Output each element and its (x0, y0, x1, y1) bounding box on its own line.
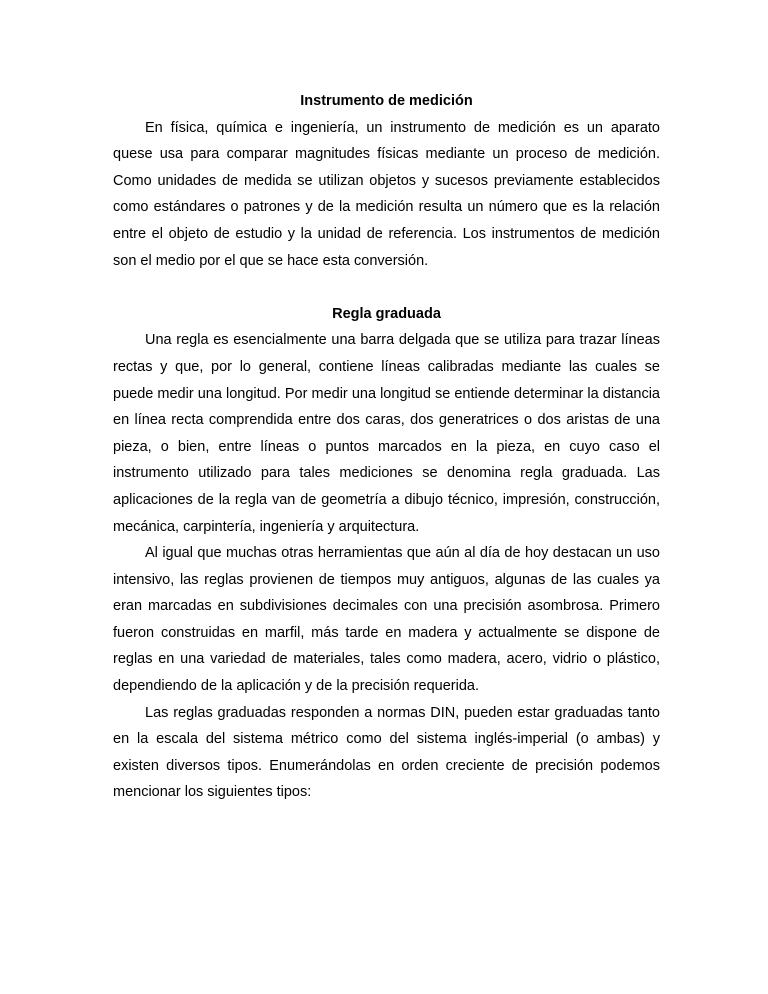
document-title: Instrumento de medición (300, 93, 473, 109)
body-paragraph: Al igual que muchas otras herramientas que aún al día de hoy destacan un uso intensivo, las reglas provienen de tiempos muy antiguos, algunas de las cuales ya eran marcadas en subdivisiones decimales con una precisión asombrosa. Primero fueron construidas en marfil, más tarde en madera y actualmente se dispone de reglas en una variedad de materiales, tales como madera, acero, vidrio o plástico, dependiendo de la aplicación y de la precisión requerida. (113, 545, 660, 695)
intro-paragraph: En física, química e ingeniería, un instrumento de medición es un aparato quese usa para comparar magnitudes físicas mediante un proceso de medición. Como unidades de medida se utilizan objetos y sucesos previamente establecidos como estándares o patrones y de la medición resulta un número que es la relación entre el objeto de estudio y la unidad de referencia. Los instrumentos de medición son el medio por el que se hace esta conversión. (113, 119, 660, 269)
document-page (113, 88, 660, 806)
body-paragraph: Las reglas graduadas responden a normas DIN, pueden estar graduadas tanto en la escala del sistema métrico como del sistema inglés-imperial (o ambas) y existen diversos tipos. Enumerándolas en orden creciente de precisión podemos mencionar los siguientes tipos: (113, 704, 660, 801)
section-title: Regla graduada (332, 305, 441, 322)
body-paragraph: Una regla es esencialmente una barra delgada que se utiliza para trazar líneas rectas y que, por lo general, contiene líneas calibradas mediante las cuales se puede medir una longitud. Por medir una longitud se entiende determinar la distancia en línea recta comprendida entre dos caras, dos generatrices o dos aristas de una pieza, o bien, entre líneas o puntos marcados en la pieza, en cuyo caso el instrumento utilizado para tales mediciones se denomina regla graduada. Las aplicaciones de la regla van de geometría a dibujo técnico, impresión, construcción, mecánica, carpintería, ingeniería y arquitectura. (113, 332, 660, 535)
